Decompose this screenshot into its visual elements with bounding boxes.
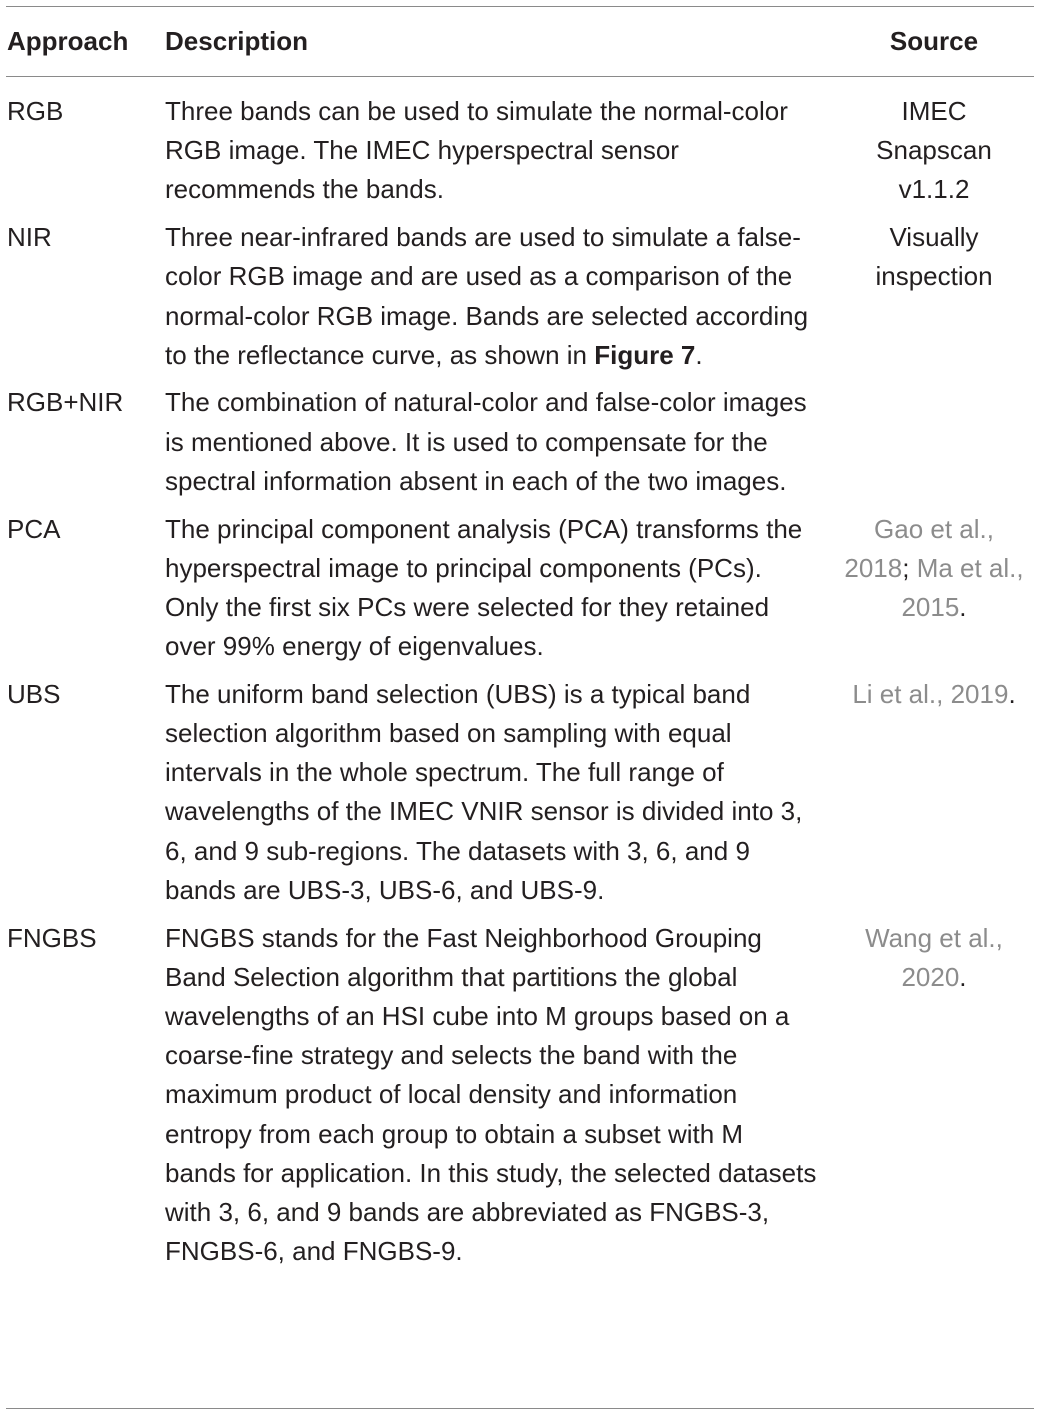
description-cell: The uniform band selection (UBS) is a typical band selection algorithm based on sampling with equal intervals in the whole spectrum. The full range of wavelengths of the IMEC VNIR sensor is divided into 3, 6, and 9 sub-regions. The datasets with 3, 6, and 9 bands are UBS-3, UBS-6, and UBS-9. [165, 678, 803, 905]
table-row [0, 919, 1040, 1272]
source-line: IMEC [901, 96, 967, 126]
citation-link[interactable]: Ma et al., [916, 552, 1024, 583]
source-line: v1.1.2 [898, 174, 970, 205]
description-cell: FNGBS stands for the Fast Neighborhood Grouping Band Selection algorithm that partitions the global wavelengths of an HSI cube into M groups based on a coarse-fine strategy and selects the band with the maximum product of local density and information entropy from each group to obtain a subset with M bands for application. In this study, the selected datasets with 3, 6, and 9 bands are abbreviated as FNGBS-3, FNGBS-6, and FNGBS-9. [165, 922, 817, 1267]
table-row [0, 510, 1040, 667]
source-line: Visually [889, 222, 979, 253]
source-line: inspection [875, 261, 993, 292]
citation-end: . [959, 961, 967, 992]
approach-cell: RGB+NIR [7, 387, 124, 418]
description-cell [165, 218, 817, 375]
header-description: Description [165, 26, 309, 56]
approach-cell: UBS [7, 678, 61, 709]
source-cell [834, 919, 1034, 997]
citation-separator: ; [902, 552, 910, 583]
source-line: Snapscan [876, 135, 992, 166]
description-text-end: . [695, 339, 703, 370]
table-body [0, 92, 1040, 1271]
citation-link[interactable]: Gao et al., [874, 513, 994, 544]
table-row [0, 383, 1040, 501]
table-header-rule [6, 76, 1034, 77]
figure-reference-link[interactable]: Figure 7 [594, 339, 696, 370]
header-approach: Approach [7, 26, 129, 56]
citation-link[interactable]: 2020 [901, 961, 960, 992]
table-top-rule [6, 6, 1034, 7]
table-header [0, 22, 1040, 62]
source-cell [834, 92, 1034, 210]
approach-cell: FNGBS [7, 922, 97, 953]
table-row [0, 92, 1040, 210]
description-text: Three near-infrared bands are used to simulate a false-color RGB image and are used as a comparison of the normal-color RGB image. Bands are selected according to the reflectance curve, as shown in [165, 222, 809, 370]
citation-link[interactable]: Wang et al., [865, 922, 1003, 953]
header-source: Source [889, 26, 979, 56]
citation-link[interactable]: 2015 [901, 591, 960, 622]
source-cell [834, 675, 1034, 714]
citation-link[interactable]: Li et al., 2019 [852, 678, 1009, 709]
source-cell [834, 510, 1034, 628]
table-row [0, 218, 1040, 375]
citation-end: . [959, 591, 967, 622]
table-bottom-rule [6, 1408, 1034, 1409]
citation-end: . [1008, 678, 1016, 709]
description-cell: The combination of natural-color and false-color images is mentioned above. It is used to compensate for the spectral information absent in each of the two images. [165, 387, 807, 496]
citation-link[interactable]: 2018 [844, 552, 903, 583]
approach-cell: RGB [7, 96, 64, 126]
source-cell [834, 218, 1034, 296]
approach-cell: PCA [7, 513, 61, 544]
table-row [0, 675, 1040, 910]
description-cell: Three bands can be used to simulate the normal-color RGB image. The IMEC hyperspectral sensor recommends the bands. [165, 96, 788, 205]
description-cell: The principal component analysis (PCA) transforms the hyperspectral image to principal components (PCs). Only the first six PCs were selected for they retained over 99% energy of eigenvalues. [165, 513, 803, 662]
approach-cell: NIR [7, 222, 52, 253]
